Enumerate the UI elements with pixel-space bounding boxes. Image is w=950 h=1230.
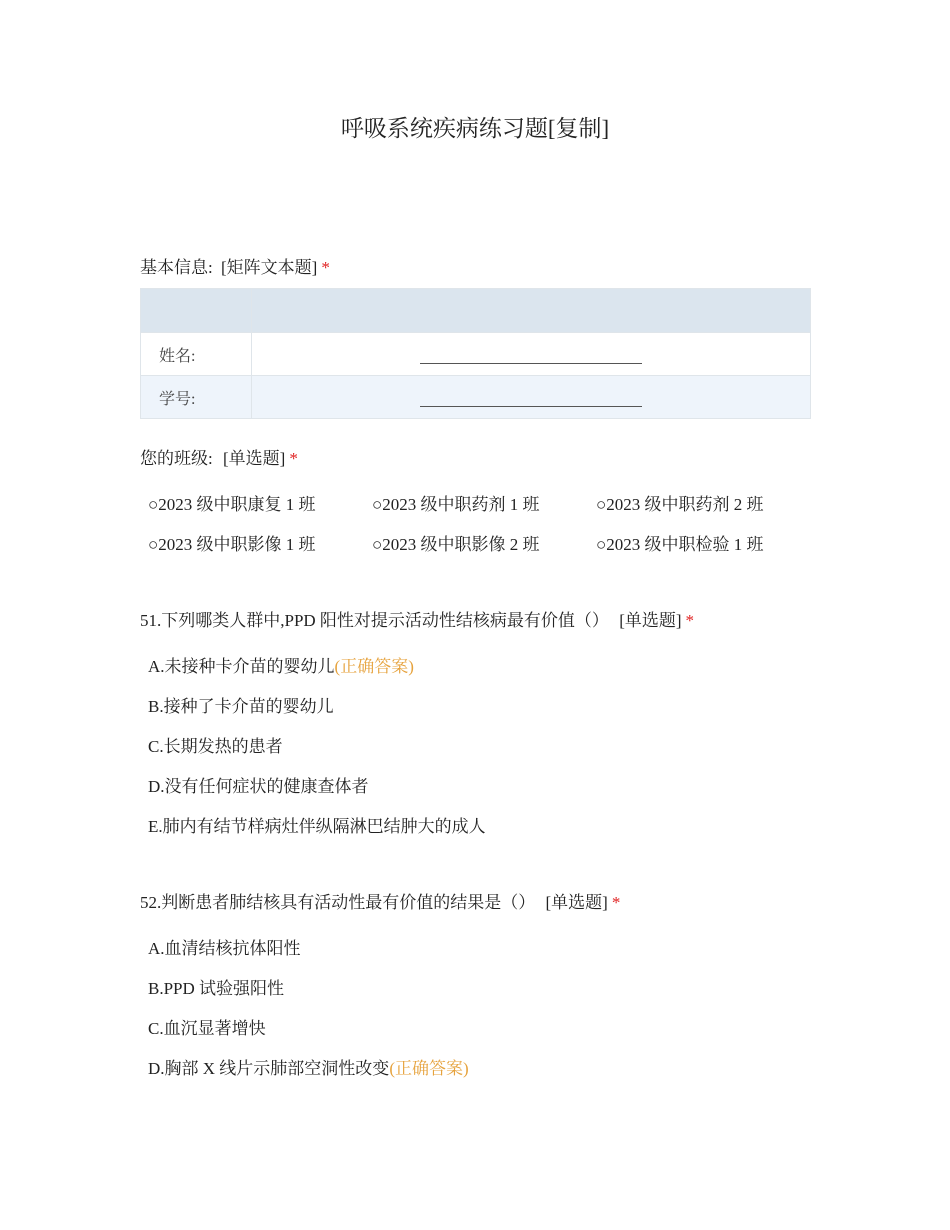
question-52-text: 52.判断患者肺结核具有活动性最有价值的结果是（） [140, 893, 536, 912]
basic-info-type: [矩阵文本题] [220, 258, 318, 277]
matrix-header-row [141, 289, 811, 333]
q51-option-b[interactable] [148, 692, 334, 717]
option-text: B.接种了卡介苗的婴幼儿 [148, 697, 334, 716]
class-question-title [140, 444, 298, 469]
required-mark: * [289, 449, 298, 468]
required-mark: * [321, 258, 330, 277]
required-mark: * [611, 893, 621, 912]
question-52-type: [单选题] [545, 893, 608, 912]
student-id-input[interactable] [420, 388, 642, 407]
class-radio-option[interactable]: ○2023 级中职检验 1 班 [596, 535, 764, 554]
name-input[interactable] [420, 345, 642, 364]
class-radio-option[interactable]: ○2023 级中职康复 1 班 [148, 495, 316, 514]
option-text: D.没有任何症状的健康查体者 [148, 777, 369, 796]
question-52-title [140, 888, 620, 913]
option-text: C.血沉显著增快 [148, 1019, 266, 1038]
q51-option-e[interactable] [148, 812, 486, 837]
basic-info-matrix [140, 288, 811, 419]
correct-answer-tag: (正确答案) [334, 657, 414, 676]
q52-option-c[interactable] [148, 1014, 266, 1039]
q52-option-d[interactable] [148, 1054, 469, 1079]
page-title: 呼吸系统疾病练习题[复制] [340, 116, 610, 141]
matrix-header-cell [252, 289, 811, 333]
class-radio-option[interactable]: ○2023 级中职影像 2 班 [372, 535, 540, 554]
q51-option-a[interactable] [148, 652, 414, 677]
q51-option-d[interactable] [148, 772, 369, 797]
question-51-text: 51.下列哪类人群中,PPD 阳性对提示活动性结核病最有价值（） [140, 611, 609, 630]
option-text: B.PPD 试验强阳性 [148, 979, 285, 998]
q51-option-c[interactable] [148, 732, 283, 757]
student-id-label: 学号: [141, 376, 252, 419]
matrix-row-student-id [141, 376, 811, 419]
question-51-title [140, 606, 694, 631]
q52-option-b[interactable] [148, 974, 284, 999]
required-mark: * [685, 611, 695, 630]
class-question-type: [单选题] [222, 449, 286, 468]
option-text: A.未接种卡介苗的婴幼儿 [148, 657, 335, 676]
matrix-row-name [141, 333, 811, 376]
class-radio-option[interactable]: ○2023 级中职影像 1 班 [148, 535, 316, 554]
basic-info-question-title [140, 253, 330, 278]
basic-info-label: 基本信息: [140, 258, 213, 277]
name-label: 姓名: [141, 333, 252, 376]
question-51-type: [单选题] [619, 611, 682, 630]
option-text: D.胸部 X 线片示肺部空洞性改变 [148, 1059, 390, 1078]
class-question-label: 您的班级: [140, 449, 213, 468]
option-text: A.血清结核抗体阳性 [148, 939, 301, 958]
option-text: E.肺内有结节样病灶伴纵隔淋巴结肿大的成人 [148, 817, 486, 836]
matrix-header-cell [141, 289, 252, 333]
q52-option-a[interactable] [148, 934, 301, 959]
student-id-field-cell [252, 376, 811, 419]
option-text: C.长期发热的患者 [148, 737, 283, 756]
name-field-cell [252, 333, 811, 376]
class-radio-option[interactable]: ○2023 级中职药剂 2 班 [596, 495, 764, 514]
correct-answer-tag: (正确答案) [389, 1059, 469, 1078]
class-radio-option[interactable]: ○2023 级中职药剂 1 班 [372, 495, 540, 514]
